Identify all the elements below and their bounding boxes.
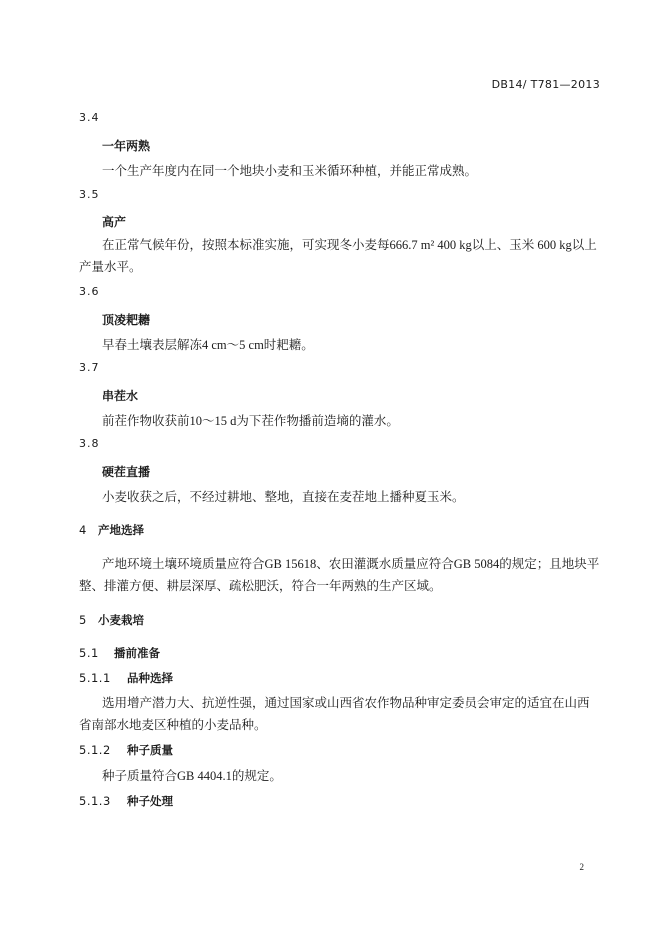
clause-term: 一年两熟 [102, 139, 151, 153]
subsection-heading [79, 742, 173, 758]
section-body: 产地环境土壤环境质量应符合GB 15618、农田灌溉水质量应符合GB 5084的规定；且地块平整、排灌方便、耕层深厚、疏松肥沃，符合一年两熟的生产区域。 [79, 557, 600, 593]
page-number: 2 [579, 862, 584, 872]
section-number: 4 [79, 523, 87, 537]
clause-number: 3.7 [79, 361, 100, 374]
subsection-heading [79, 670, 173, 686]
clause-definition: 在正常气候年份，按照本标准实施，可实现冬小麦每666.7 m² 400 kg以上、玉米 600 kg以上产量水平。 [79, 238, 597, 274]
clause-term: 高产 [102, 215, 127, 229]
clause-definition: 前茬作物收获前10～15 d为下茬作物播前造墒的灌水。 [102, 414, 399, 428]
subsection-number: 5.1.1 [79, 671, 111, 685]
clause-number: 3.6 [79, 285, 100, 298]
section-heading [79, 522, 144, 538]
subsection-title: 种子处理 [127, 794, 173, 808]
section-title: 小麦栽培 [98, 613, 144, 627]
subsection-body: 种子质量符合GB 4404.1的规定。 [102, 769, 282, 783]
clause-definition: 一个生产年度内在同一个地块小麦和玉米循环种植，并能正常成熟。 [102, 164, 478, 178]
clause-number: 3.5 [79, 188, 100, 201]
page-header-doc-id: DB14/ T781—2013 [491, 78, 600, 91]
subsection-title: 种子质量 [127, 743, 173, 757]
section-title: 产地选择 [98, 523, 144, 537]
clause-definition: 小麦收获之后，不经过耕地、整地，直接在麦茬地上播种夏玉米。 [102, 490, 465, 504]
subsection-number: 5.1.3 [79, 794, 111, 808]
section-heading [79, 612, 144, 628]
subsection-number: 5.1 [79, 646, 99, 660]
subsection-body: 选用增产潜力大、抗逆性强，通过国家或山西省农作物品种审定委员会审定的适宜在山西省南部水地麦区种植的小麦品种。 [79, 696, 590, 732]
clause-definition: 早春土壤表层解冻4 cm～5 cm时耙耱。 [102, 338, 314, 352]
clause-number: 3.4 [79, 111, 100, 124]
clause-term: 顶凌耙耱 [102, 313, 151, 327]
subsection-heading [79, 793, 173, 809]
subsection-title: 品种选择 [127, 671, 173, 685]
section-number: 5 [79, 613, 87, 627]
subsection-title: 播前准备 [114, 646, 160, 660]
clause-term: 串茬水 [102, 389, 139, 403]
subsection-heading [79, 645, 160, 661]
clause-number: 3.8 [79, 437, 100, 450]
clause-term: 硬茬直播 [102, 465, 151, 479]
subsection-number: 5.1.2 [79, 743, 111, 757]
